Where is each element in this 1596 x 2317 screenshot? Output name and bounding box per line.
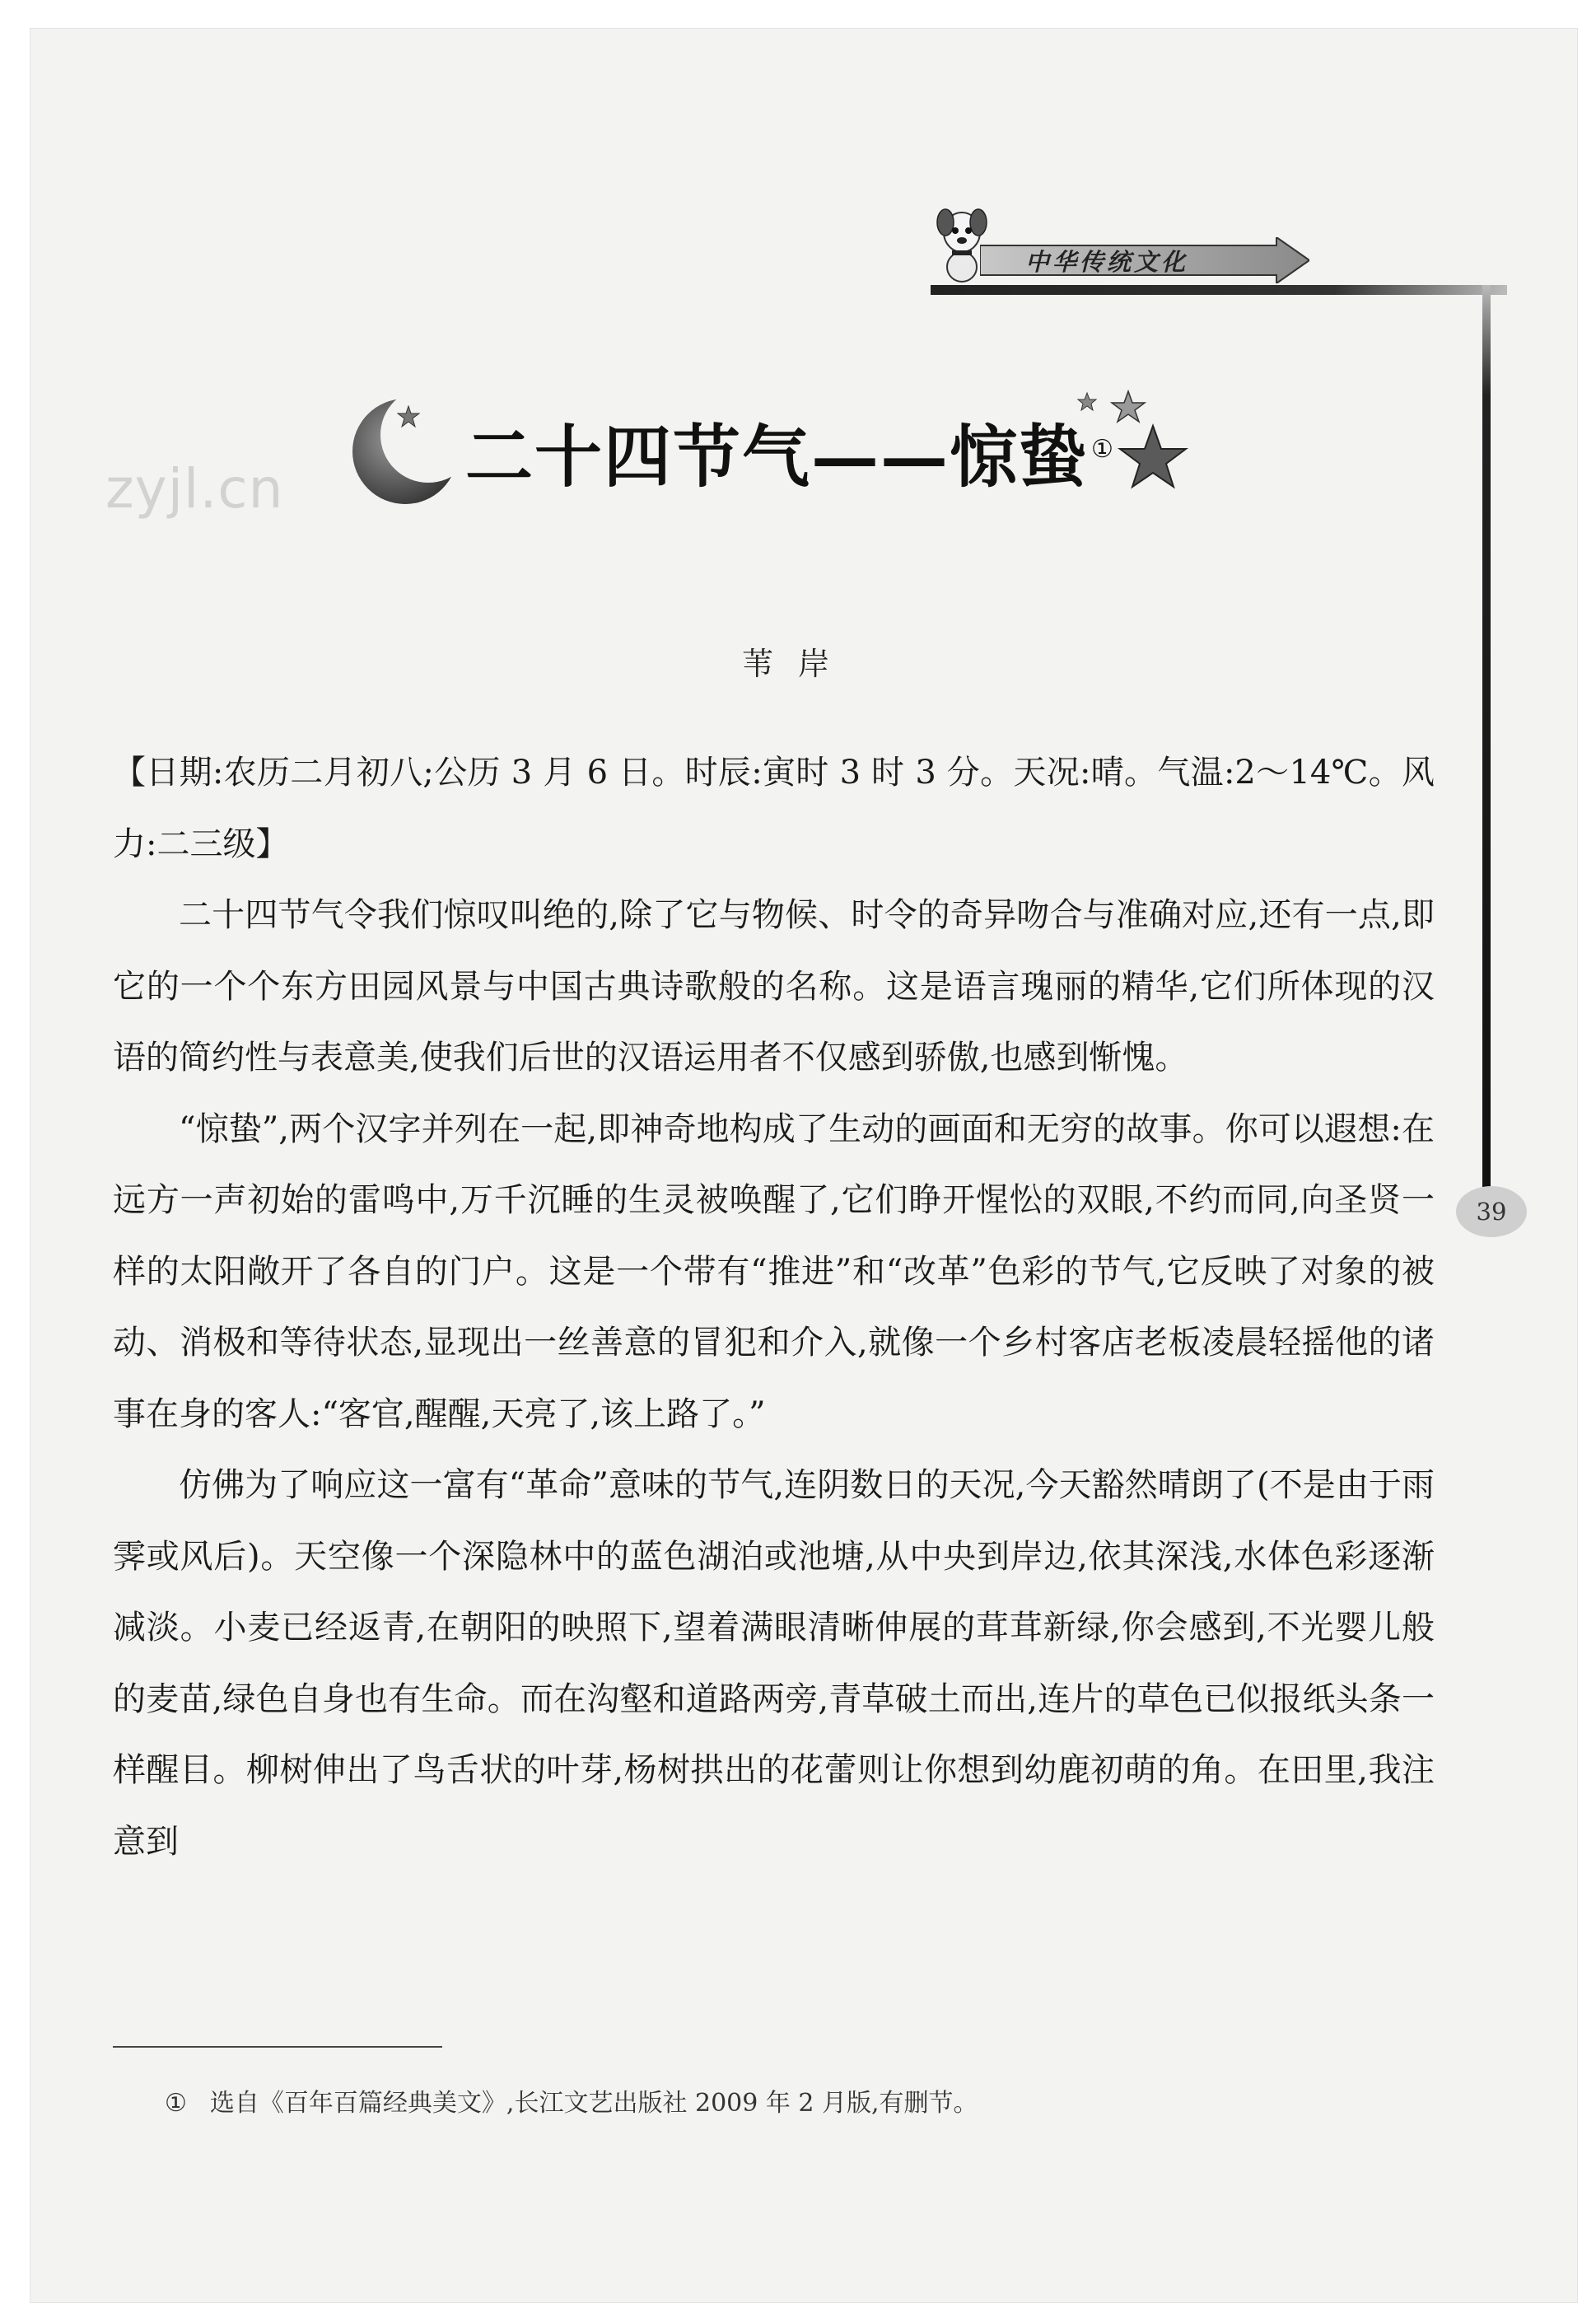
footnote-mark: ① — [165, 2089, 187, 2118]
page-number: 39 — [1456, 1186, 1527, 1237]
paragraph-info: 【日期:农历二月初八;公历 3 月 6 日。时辰:寅时 3 时 3 分。天况:晴。气温:2～14℃。风力:二三级】 — [113, 754, 1435, 863]
header-rule — [931, 285, 1507, 295]
title-footnote-mark: ① — [1091, 434, 1115, 464]
author-name: 苇岸 — [741, 646, 854, 682]
series-label: 中华传统文化 — [1025, 248, 1189, 276]
footnote-divider — [113, 2046, 442, 2048]
article-body — [113, 737, 1435, 1877]
footnote — [165, 2082, 1400, 2118]
small-star-icon — [397, 405, 420, 428]
title-text: 二十四节气——惊蛰 — [465, 418, 1089, 497]
watermark: zyjl.cn — [105, 457, 284, 521]
paragraph: “惊蛰”,两个汉字并列在一起,即神奇地构成了生动的画面和无穷的故事。你可以遐想:在远方一声初始的雷鸣中,万千沉睡的生灵被唤醒了,它们睁开惺忪的双眼,不约而同,向圣贤一样的太阳敞开了各自的门户。这是一个带有“推进”和“改革”色彩的节气,它反映了对象的被动、消极和等待状态,显现出一丝善意的冒犯和介入,就像一个乡村客店老板凌晨轻摇他的诸事在身的客人:“客官,醒醒,天亮了,该上路了。” — [113, 1109, 1435, 1433]
footnote-text: 选自《百年百篇经典美文》,长江文艺出版社 2009 年 2 月版,有删节。 — [209, 2089, 978, 2118]
article-title — [465, 404, 1115, 497]
paragraph: 二十四节气令我们惊叹叫绝的,除了它与物候、时令的奇异吻合与准确对应,还有一点,即它的一个个东方田园风景与中国古典诗歌般的名称。这是语言瑰丽的精华,它们所体现的汉语的简约性与表意美,使我们后世的汉语运用者不仅感到骄傲,也感到惭愧。 — [113, 896, 1435, 1077]
puppy-mascot-icon — [929, 204, 995, 283]
side-rule — [1482, 285, 1491, 1203]
stars-cluster-icon — [1071, 383, 1202, 515]
paragraph: 仿佛为了响应这一富有“革命”意味的节气,连阴数日的天况,今天豁然晴朗了(不是由于雨霁或风后)。天空像一个深隐林中的蓝色湖泊或池塘,从中央到岸边,依其深浅,水体色彩逐渐减淡。小麦已经返青,在朝阳的映照下,望着满眼清晰伸展的茸茸新绿,你会感到,不光婴儿般的麦苗,绿色自身也有生命。而在沟壑和道路两旁,青草破土而出,连片的草色已似报纸头条一样醒目。柳树伸出了鸟舌状的叶芽,杨树拱出的花蕾则让你想到幼鹿初萌的角。在田里,我注意到 — [113, 1466, 1435, 1861]
